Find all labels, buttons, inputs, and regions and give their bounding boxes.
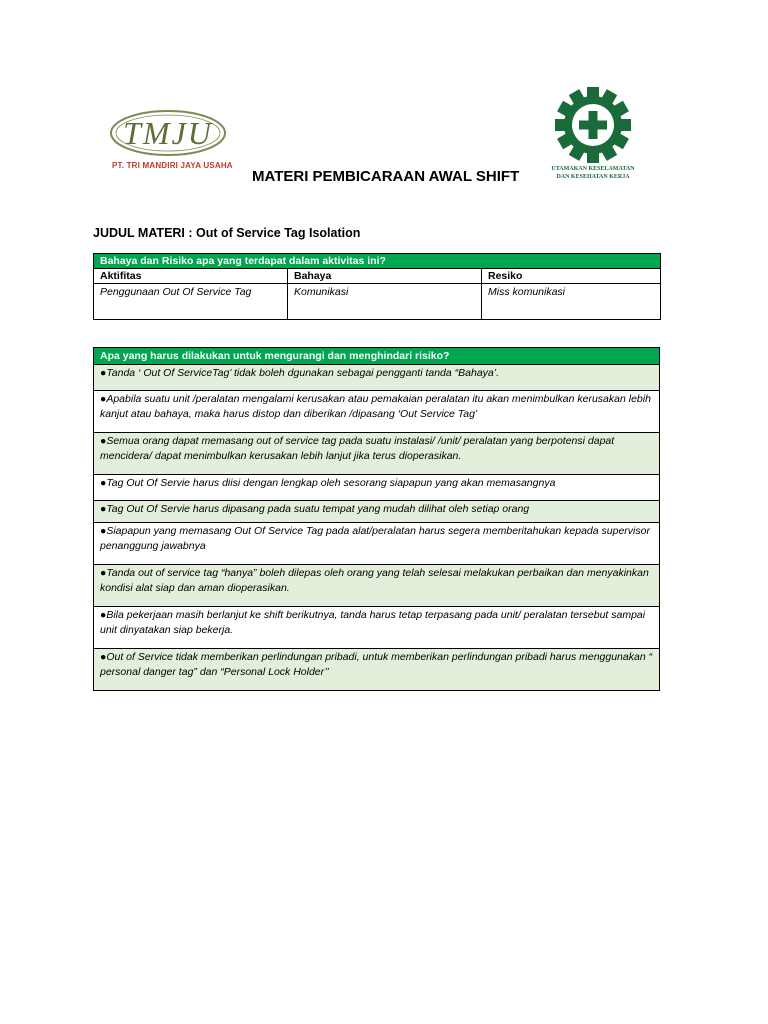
hazard-risk-table <box>93 253 661 320</box>
control-item: ●Tag Out Of Servie harus diisi dengan lengkap oleh sesorang siapapun yang akan memasangnya <box>94 475 660 501</box>
logo-text: TMJU <box>123 115 213 151</box>
control-item: ●Siapapun yang memasang Out Of Service Tag pada alat/peralatan harus segera memberitahukan kepada supervisor penanggung jawabnya <box>94 523 660 565</box>
control-item: ●Out of Service tidak memberikan perlindungan pribadi, untuk memberikan perlindungan pribadi harus menggunakan “ personal danger tag” dan “Personal Lock Holder’’ <box>94 649 660 691</box>
column-header-activity: Aktifitas <box>94 269 288 284</box>
control-table-heading: Apa yang harus dilakukan untuk mengurangi dan menghindari risiko? <box>94 348 660 365</box>
control-item: ●Bila pekerjaan masih berlanjut ke shift berikutnya, tanda harus tetap terpasang pada unit/ peralatan tersebut sampai unit dinyatakan siap bekerja. <box>94 607 660 649</box>
cell-activity: Penggunaan Out Of Service Tag <box>94 284 288 320</box>
column-header-risk: Resiko <box>482 269 661 284</box>
risk-control-table <box>93 347 660 691</box>
control-item: ●Tag Out Of Servie harus dipasang pada suatu tempat yang mudah dilihat oleh setiap orang <box>94 501 660 523</box>
subject-title: JUDUL MATERI : Out of Service Tag Isolation <box>93 226 361 240</box>
control-item: ●Semua orang dapat memasang out of service tag pada suatu instalasi/ /unit/ peralatan yang berpotensi dapat mencidera/ dapat menimbulkan kerusakan lebih lanjut jika terus dioperasikan. <box>94 433 660 475</box>
document-title: MATERI PEMBICARAAN AWAL SHIFT <box>252 168 520 185</box>
column-header-hazard: Bahaya <box>288 269 482 284</box>
k3-slogan-line1: UTAMAKAN KESELAMATAN <box>551 166 635 172</box>
company-name: PT. TRI MANDIRI JAYA USAHA <box>112 161 233 170</box>
control-item: ●Apabila suatu unit /peralatan mengalami kerusakan atau pemakaian peralatan itu akan menimbulkan kerusakan lebih kanjut atau bahaya, maka harus distop dan diberikan /dipasang ‘Out Service Tag’ <box>94 391 660 433</box>
k3-slogan-line2: DAN KESEHATAN KERJA <box>556 174 630 180</box>
cell-hazard: Komunikasi <box>288 284 482 320</box>
control-item: ●Tanda out of service tag “hanya” boleh dilepas oleh orang yang telah selesai melakukan perbaikan dan menyakinkan kondisi alat siap dan aman dioperasikan. <box>94 565 660 607</box>
cell-risk: Miss komunikasi <box>482 284 661 320</box>
hazard-table-heading: Bahaya dan Risiko apa yang terdapat dalam aktivitas ini? <box>94 254 661 269</box>
k3-slogan <box>543 165 643 181</box>
control-item: ●Tanda ‘ Out Of ServiceTag’ tidak boleh dgunakan sebagai pengganti tanda “Bahaya’. <box>94 365 660 391</box>
